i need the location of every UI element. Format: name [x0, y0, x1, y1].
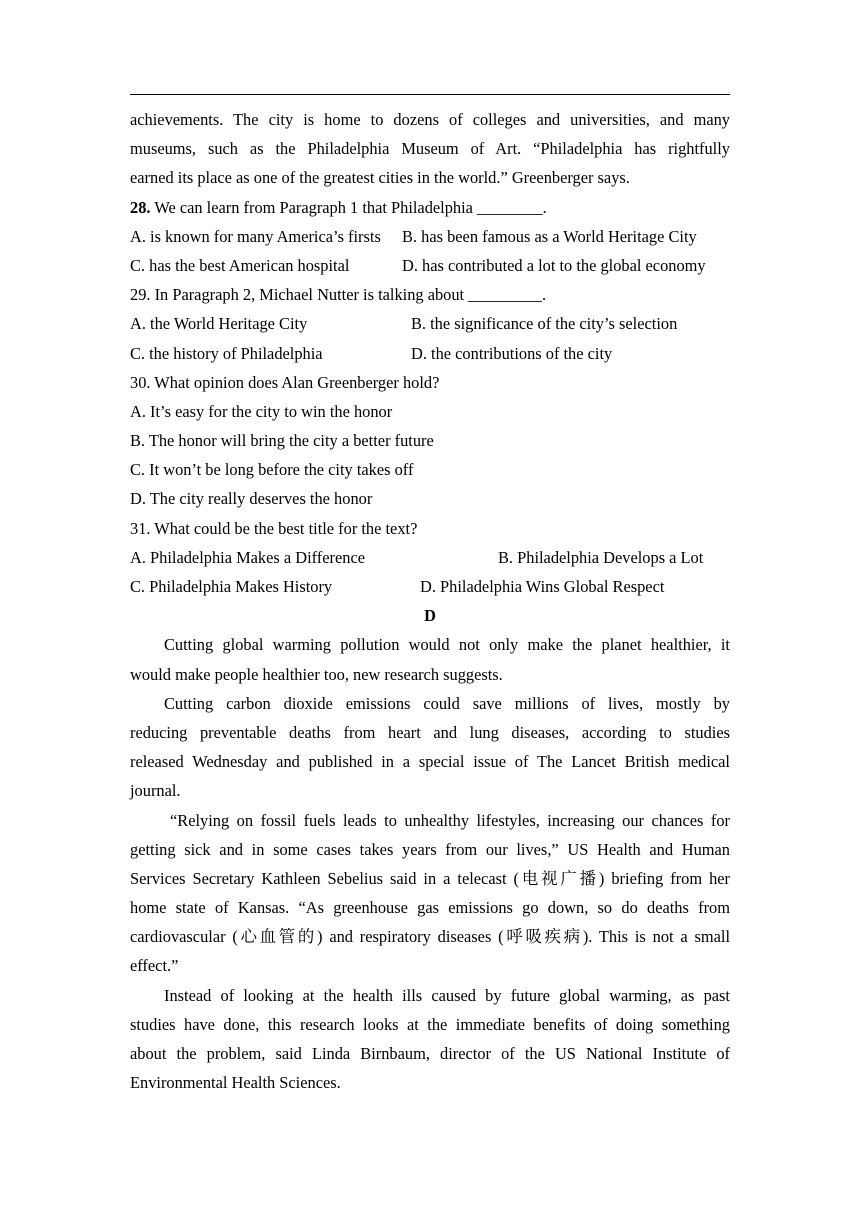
paragraph-line: Cutting carbon dioxide emissions could save millions of lives, mostly by	[164, 693, 730, 713]
option-c: C. Philadelphia Makes History	[130, 577, 333, 596]
paragraph-line: Environmental Health Sciences.	[130, 1073, 341, 1093]
question-29-options-row2	[130, 339, 730, 368]
paragraph-line: would make people healthier too, new research suggests.	[130, 664, 503, 684]
option-d: D. Philadelphia Wins Global Respect	[420, 577, 665, 596]
option-b: B. the significance of the city’s selection	[411, 314, 678, 334]
question-28-stem	[130, 193, 730, 222]
question-number: 28.	[130, 197, 151, 217]
paragraph-line: Cutting global warming pollution would not only make the planet healthier, it	[164, 635, 730, 655]
option-d: D. The city really deserves the honor	[130, 489, 373, 509]
option-c: C. has the best American hospital	[130, 255, 350, 275]
paragraph-line: journal.	[130, 781, 181, 801]
question-31-options-row2	[130, 572, 730, 601]
page-content	[130, 105, 730, 1097]
paragraph-line: home state of Kansas. “As greenhouse gas emissions go down, so do deaths from	[130, 898, 730, 918]
option-c: C. the history of Philadelphia	[130, 343, 323, 363]
question-31-options-row1	[130, 543, 730, 572]
section-heading: D	[424, 606, 436, 626]
option-a: A. is known for many America’s firsts	[130, 226, 381, 246]
header-rule	[130, 94, 730, 95]
option-c: C. It won’t be long before the city takes off	[130, 460, 414, 480]
option-b: B. has been famous as a World Heritage City	[402, 226, 697, 246]
question-29-stem: 29. In Paragraph 2, Michael Nutter is talking about _________.	[130, 285, 547, 305]
option-d: D. has contributed a lot to the global economy	[402, 255, 706, 275]
paragraph-line: about the problem, said Linda Birnbaum, director of the US National Institute of	[130, 1044, 730, 1063]
passage-line: earned its place as one of the greatest cities in the world.” Greenberger says.	[130, 168, 630, 188]
option-a: A. the World Heritage City	[130, 314, 308, 334]
option-a: A. Philadelphia Makes a Difference	[130, 547, 365, 567]
paragraph-line: “Relying on fossil fuels leads to unhealthy lifestyles, increasing our chances for	[170, 810, 730, 830]
question-29-options-row1	[130, 309, 730, 338]
paragraph-line: Instead of looking at the health ills caused by future global warming, as past	[164, 985, 730, 1005]
option-a: A. It’s easy for the city to win the honor	[130, 401, 393, 421]
question-text: We can learn from Paragraph 1 that Philadelphia ________.	[154, 197, 547, 217]
paragraph-line: released Wednesday and published in a special issue of The Lancet British medical	[130, 752, 730, 772]
option-b: B. Philadelphia Develops a Lot	[498, 547, 704, 567]
paragraph-line: cardiovascular (心血管的) and respiratory diseases (呼吸疾病). This is not a small	[130, 927, 730, 947]
option-b: B. The honor will bring the city a better future	[130, 431, 434, 451]
question-28-options-row1	[130, 222, 730, 251]
paragraph-line: effect.”	[130, 956, 179, 976]
passage-line: achievements. The city is home to dozens of colleges and universities, and many	[130, 110, 730, 129]
question-31-stem: 31. What could be the best title for the text?	[130, 518, 418, 538]
paragraph-line: getting sick and in some cases takes years from our lives,” US Health and Human	[130, 839, 730, 859]
paragraph-line: Services Secretary Kathleen Sebelius said in a telecast (电视广播) briefing from her	[130, 868, 730, 888]
paragraph-line: reducing preventable deaths from heart and lung diseases, according to studies	[130, 722, 730, 742]
question-28-options-row2	[130, 251, 730, 280]
paragraph-line: studies have done, this research looks at the immediate benefits of doing something	[130, 1014, 730, 1034]
option-d: D. the contributions of the city	[411, 343, 613, 363]
question-30-stem: 30. What opinion does Alan Greenberger hold?	[130, 372, 440, 392]
passage-line: museums, such as the Philadelphia Museum of Art. “Philadelphia has rightfully	[130, 139, 730, 159]
